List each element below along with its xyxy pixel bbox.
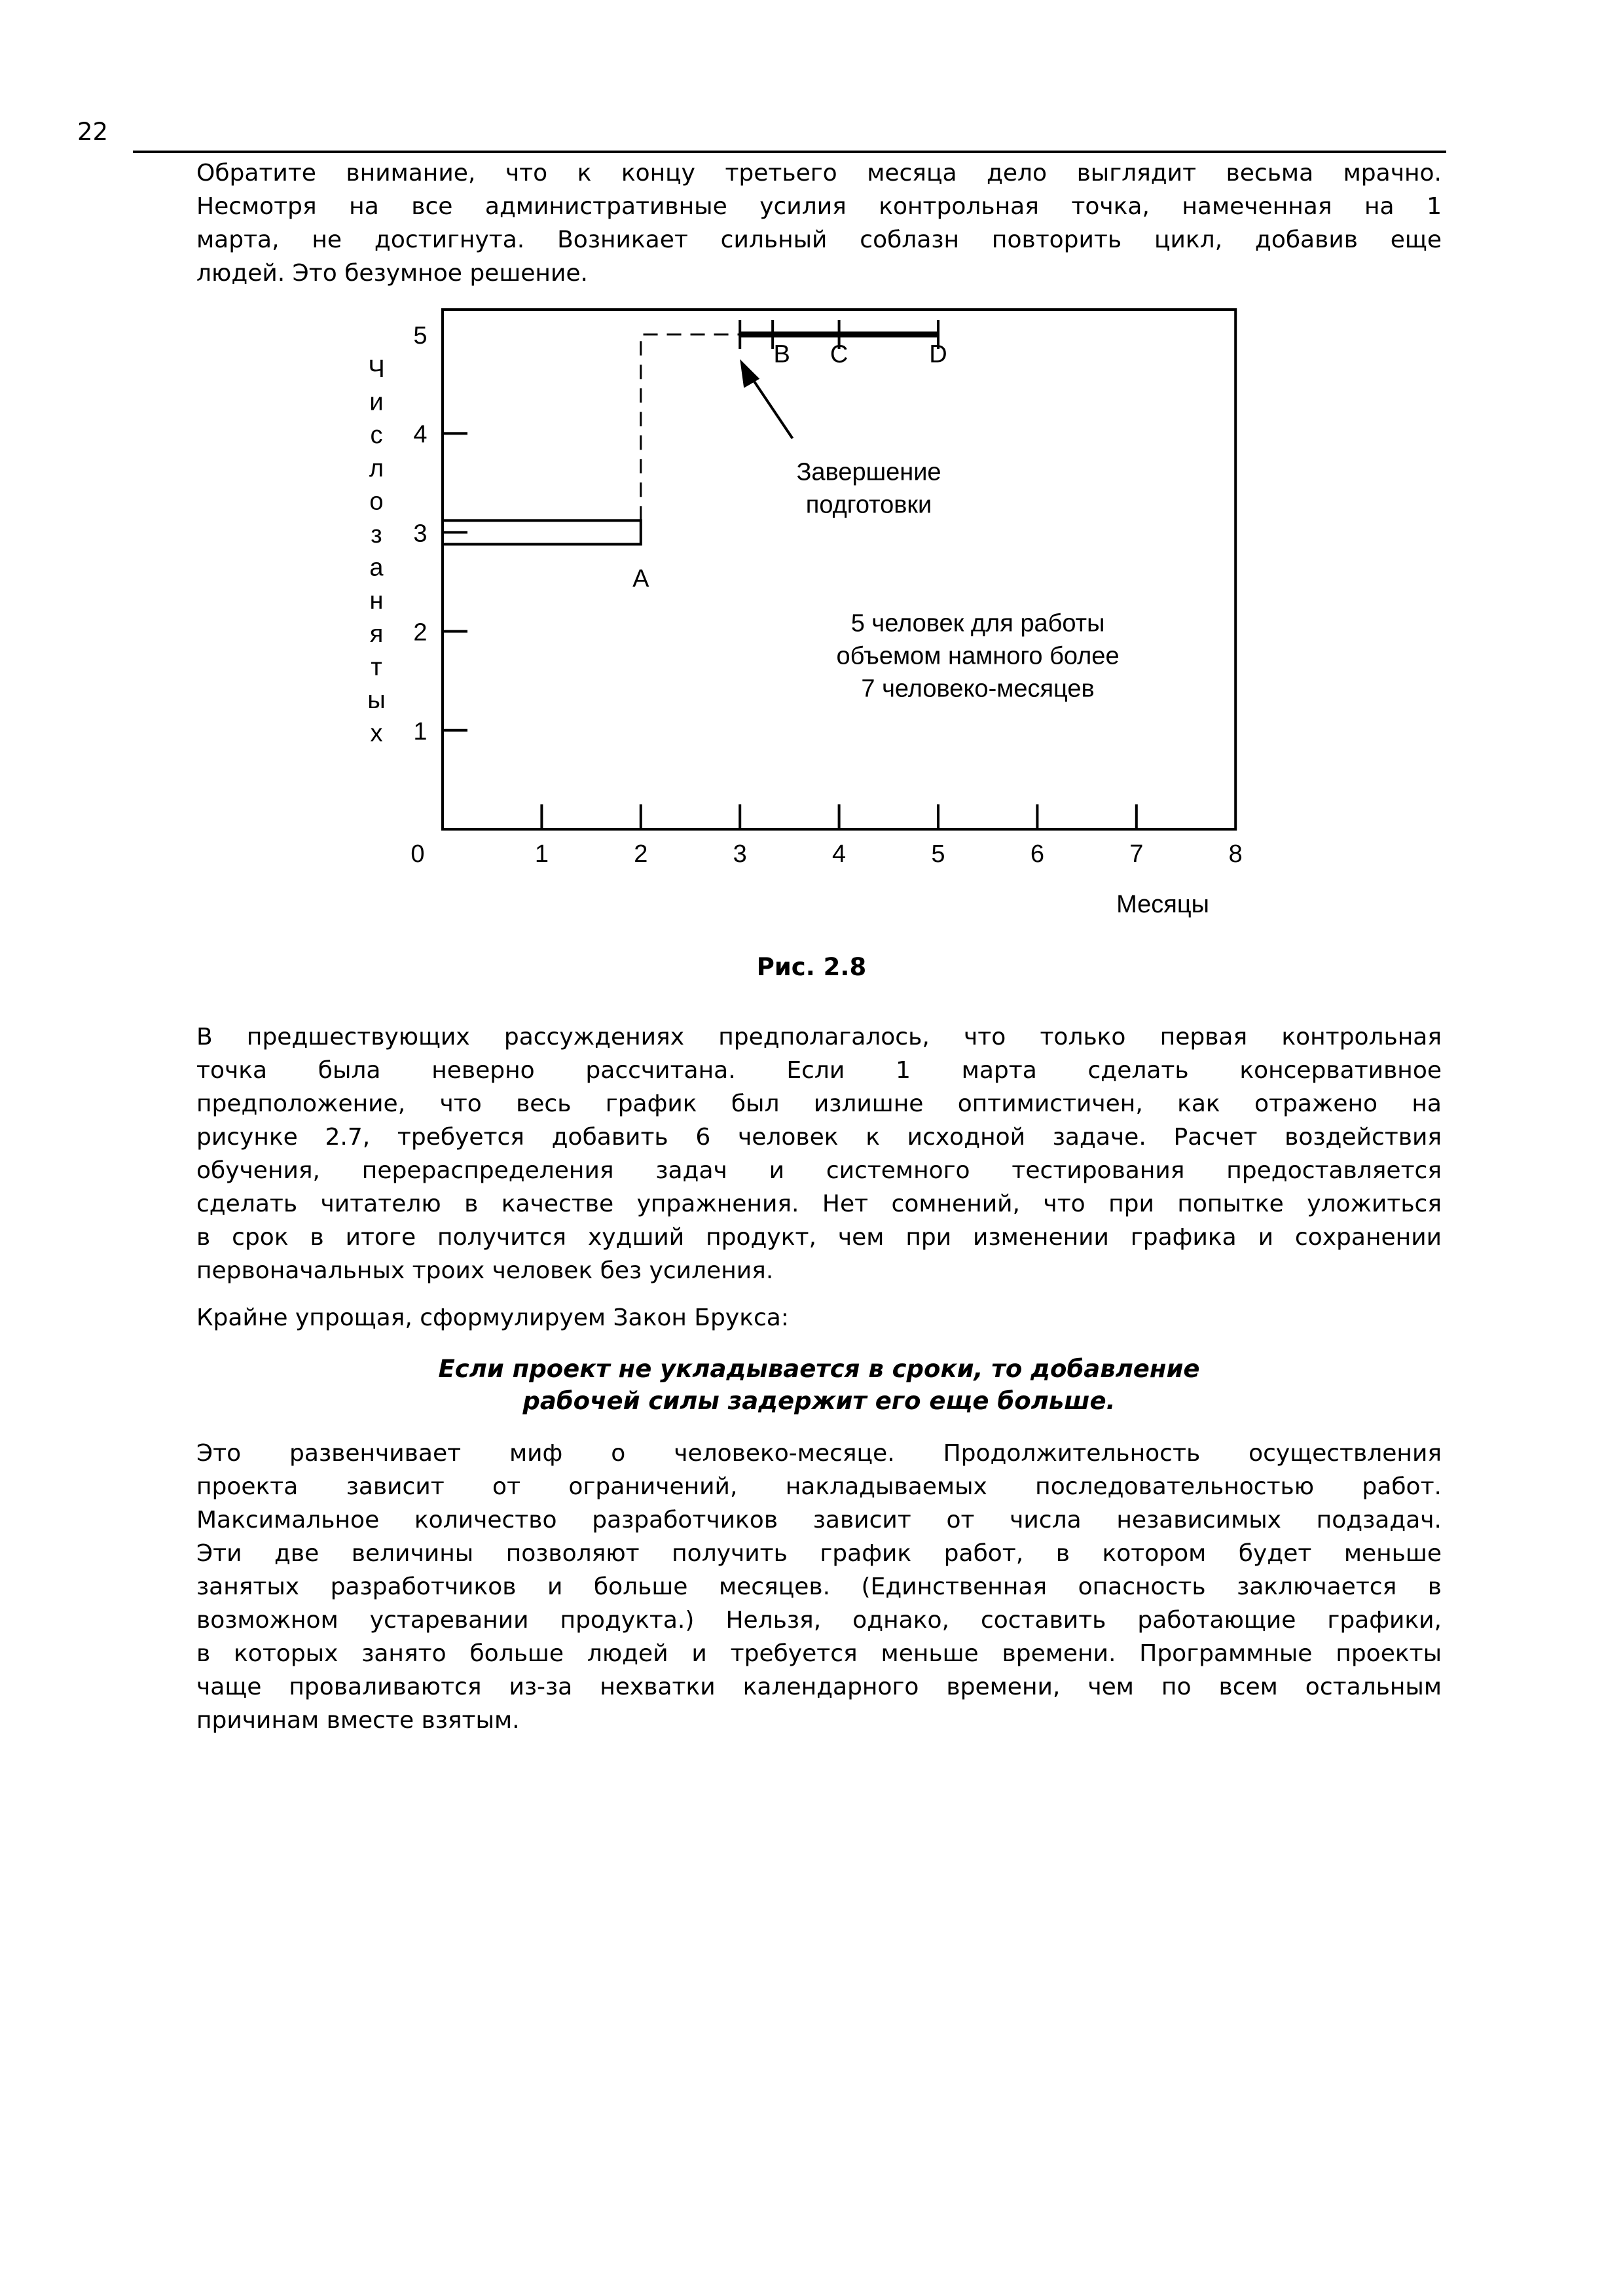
text-line: предположение, что весь график был излишне оптимистичен, как отражено на xyxy=(196,1090,1442,1117)
x-tick-label: 4 xyxy=(832,840,847,868)
y-axis-label-letter: ы xyxy=(367,687,386,714)
x-tick-label: 5 xyxy=(931,840,945,868)
y-axis-label-letter: и xyxy=(369,388,384,416)
text-line: в которых занято больше людей и требуется меньше времени. Программные проекты xyxy=(196,1640,1442,1667)
text-line: Эти две величины позволяют получить график работ, в котором будет меньше xyxy=(196,1540,1442,1567)
text-line: сделать читателю в качестве упражнения. Нет сомнений, что при попытке уложиться xyxy=(196,1191,1442,1217)
milestone-label-c: C xyxy=(830,340,848,368)
text-line: Крайне упрощая, сформулируем Закон Брукса: xyxy=(196,1304,789,1331)
y-axis-label-letter: с xyxy=(370,422,383,450)
series-staff-box xyxy=(443,520,641,544)
figure-caption: Рис. 2.8 xyxy=(756,953,867,981)
text-line: точка была неверно рассчитана. Если 1 марта сделать консервативное xyxy=(196,1057,1442,1084)
x-tick-label: 1 xyxy=(534,840,549,868)
x-tick-label: 7 xyxy=(1129,840,1144,868)
header-rule xyxy=(133,151,1446,153)
text-line: Несмотря на все административные усилия контрольная точка, намеченная на 1 xyxy=(196,193,1442,220)
y-tick-label: 3 xyxy=(413,520,428,548)
y-axis-label-letter: л xyxy=(369,454,384,482)
x-tick-label: 8 xyxy=(1228,840,1243,868)
page-number: 22 xyxy=(77,118,109,146)
text-line: первоначальных троих человек без усиления. xyxy=(196,1257,774,1284)
y-axis-label-letter: х xyxy=(370,719,383,747)
brooks-law xyxy=(196,1353,1442,1417)
text-line: марта, не достигнута. Возникает сильный соблазн повторить цикл, добавив еще xyxy=(196,226,1442,253)
x-tick-label: 0 xyxy=(410,840,425,868)
x-tick-label: 2 xyxy=(634,840,648,868)
text-line: рисунке 2.7, требуется добавить 6 человек к исходной задаче. Расчет воздействия xyxy=(196,1124,1442,1151)
milestone-label-b: B xyxy=(773,340,790,368)
milestone-label-d: D xyxy=(929,340,947,368)
annotation-workload-text: объемом намного более xyxy=(836,642,1120,670)
law-line: рабочей силы задержит его еще больше. xyxy=(522,1387,1116,1415)
annotation-workload-text: 7 человеко-месяцев xyxy=(861,675,1095,703)
y-axis-label-letter: з xyxy=(371,521,382,548)
text-line: Это развенчивает миф о человеко-месяце. Продолжительность осуществления xyxy=(196,1440,1442,1467)
x-axis-label: Месяцы xyxy=(1116,891,1209,918)
y-axis-label-letter: н xyxy=(369,587,384,615)
annotation-completion-text: подготовки xyxy=(805,491,932,519)
law-line: Если проект не укладывается в сроки, то добавление xyxy=(438,1355,1200,1383)
text-line: занятых разработчиков и больше месяцев. (Единственная опасность заключается в xyxy=(196,1573,1442,1600)
text-line: В предшествующих рассуждениях предполагалось, что только первая контрольная xyxy=(196,1024,1442,1050)
milestone-label-a: A xyxy=(632,565,649,593)
text-line: в срок в итоге получится худший продукт, чем при изменении графика и сохранении xyxy=(196,1224,1442,1251)
text-line: чаще проваливаются из-за нехватки календарного времени, чем по всем остальным xyxy=(196,1674,1442,1700)
text-line: Обратите внимание, что к концу третьего месяца дело выглядит весьма мрачно. xyxy=(196,160,1442,187)
y-axis-label-letter: о xyxy=(369,488,384,516)
y-tick-label: 1 xyxy=(413,717,428,745)
y-axis-label-letter: а xyxy=(369,554,384,582)
figure-chart xyxy=(327,288,1309,942)
text-line: обучения, перераспределения задач и системного тестирования предоставляется xyxy=(196,1157,1442,1184)
text-line: причинам вместе взятым. xyxy=(196,1707,520,1734)
text-line: проекта зависит от ограничений, накладываемых последовательностью работ. xyxy=(196,1473,1442,1500)
y-axis-label-letter: Ч xyxy=(368,355,385,383)
plot-frame xyxy=(443,310,1235,829)
y-tick-label: 4 xyxy=(413,421,428,449)
text-line: Максимальное количество разработчиков зависит от числа независимых подзадач. xyxy=(196,1507,1442,1534)
y-tick-label: 5 xyxy=(413,322,428,350)
y-tick-label: 2 xyxy=(413,619,428,647)
annotation-completion-text: Завершение xyxy=(796,458,941,486)
annotation-workload-text: 5 человек для работы xyxy=(850,609,1105,637)
series-plan-dashed-line xyxy=(641,334,740,520)
x-tick-label: 6 xyxy=(1030,840,1044,868)
y-axis-label-letter: я xyxy=(369,620,384,648)
text-line: людей. Это безумное решение. xyxy=(196,260,588,287)
paragraph-intro-law xyxy=(196,1301,1442,1335)
x-tick-label: 3 xyxy=(733,840,747,868)
y-axis-label-letter: т xyxy=(371,653,382,681)
paragraph-3 xyxy=(196,1437,1442,1737)
text-line: возможном устаревании продукта.) Нельзя, однако, составить работающие графики, xyxy=(196,1607,1442,1634)
paragraph-2 xyxy=(196,1020,1442,1287)
paragraph-1 xyxy=(196,156,1442,290)
